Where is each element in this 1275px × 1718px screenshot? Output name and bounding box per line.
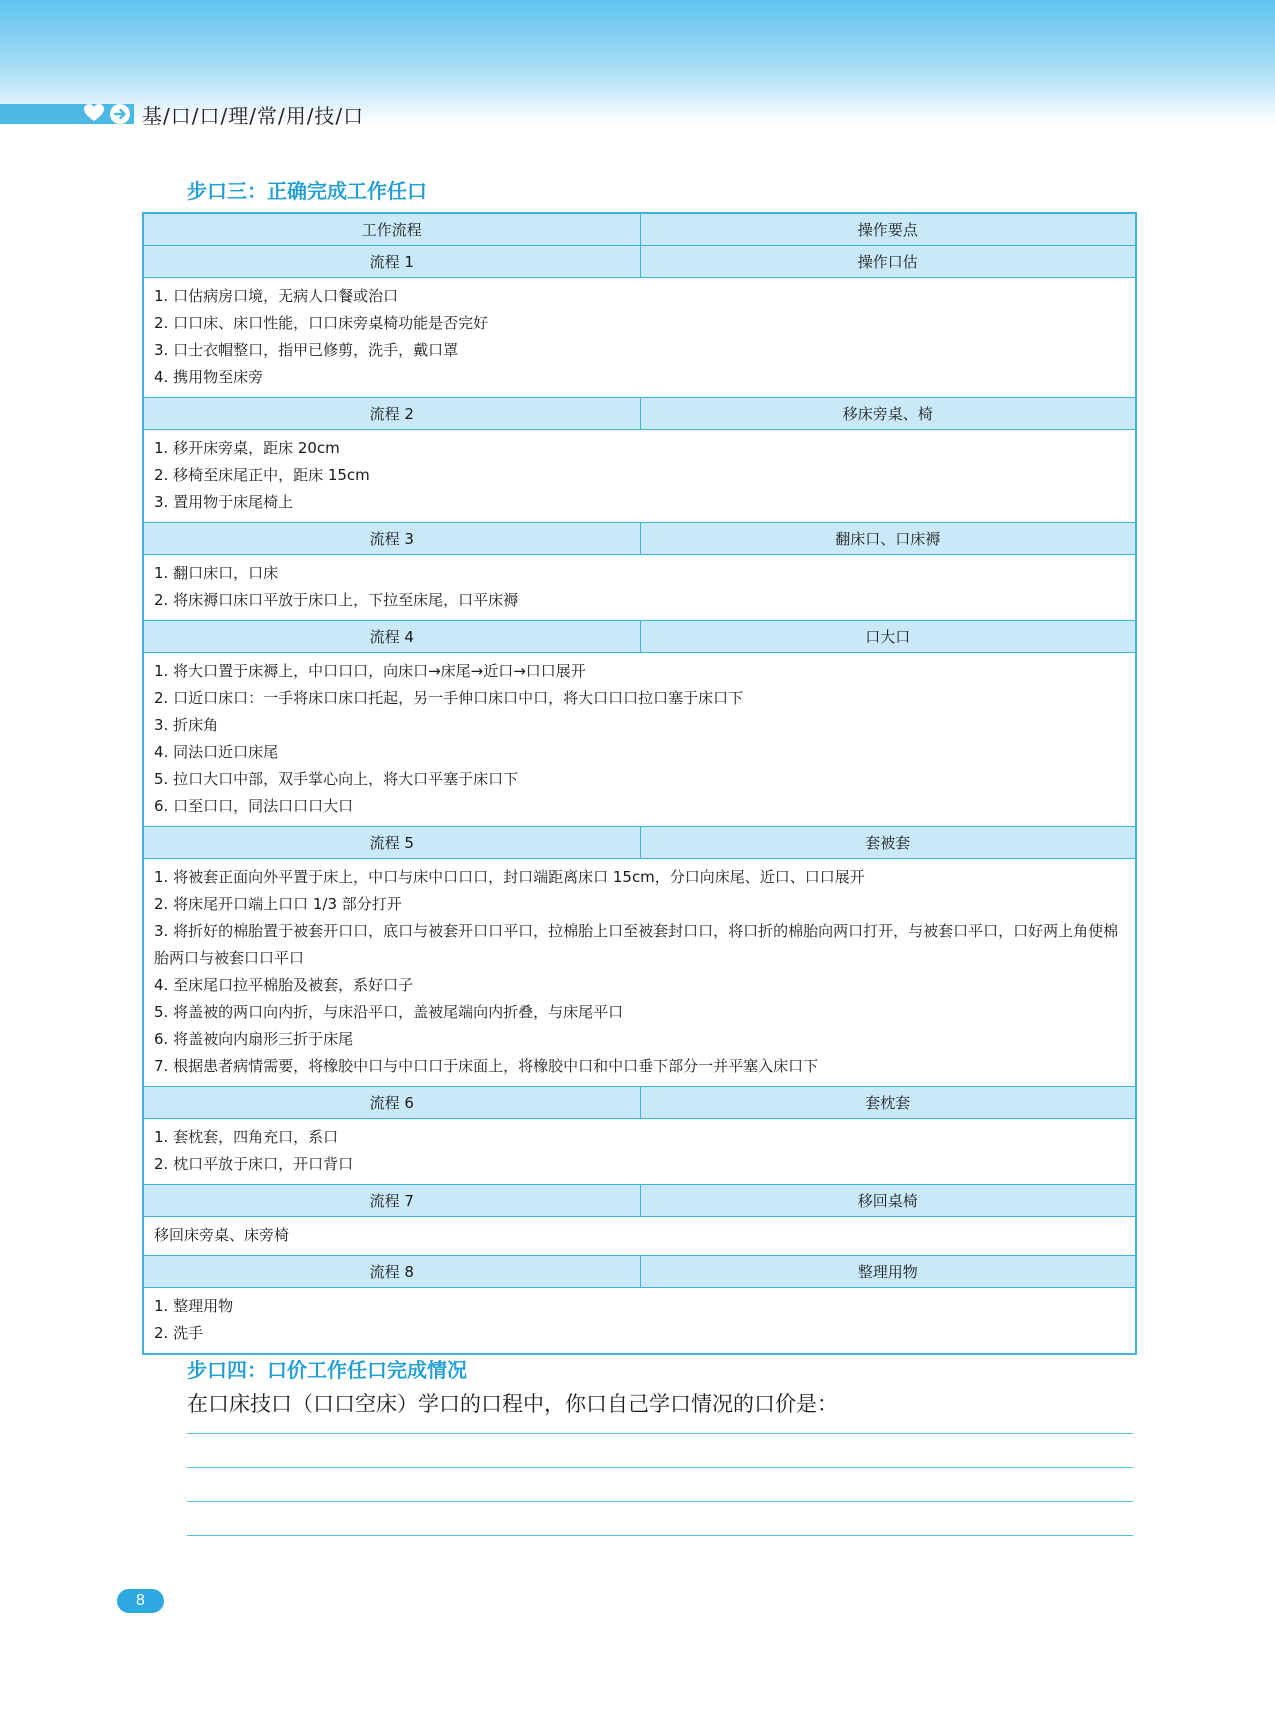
- step-item: 3. 折床角: [154, 716, 219, 734]
- step-item: 2. 口口床、床口性能，口口床旁桌椅功能是否完好: [154, 314, 489, 332]
- col-header-point: 操作要点: [640, 213, 1136, 246]
- flow-header-row: [143, 398, 1136, 430]
- flow-header-row: [143, 1256, 1136, 1288]
- flow-steps: [143, 430, 1136, 523]
- flow-label: 流程 6: [143, 1087, 640, 1119]
- flow-label: 流程 2: [143, 398, 640, 430]
- flow-steps: [143, 1288, 1136, 1355]
- flow-label: 流程 5: [143, 827, 640, 859]
- flow-steps-row: [143, 859, 1136, 1087]
- step-item: 2. 将床尾开口端上口口 1/3 部分打开: [154, 895, 402, 913]
- flow-header-row: [143, 827, 1136, 859]
- step-item: 2. 将床褥口床口平放于床口上，下拉至床尾，口平床褥: [154, 591, 519, 609]
- step-item: 4. 同法口近口床尾: [154, 743, 279, 761]
- step-item: 1. 移开床旁桌，距床 20cm: [154, 439, 340, 457]
- flow-label: 流程 1: [143, 246, 640, 278]
- flow-steps-row: [143, 1288, 1136, 1355]
- flow-steps: [143, 653, 1136, 827]
- step-item: 移回床旁桌、床旁椅: [154, 1226, 290, 1244]
- flow-steps: [143, 278, 1136, 398]
- step-item: 6. 口至口口，同法口口口大口: [154, 797, 354, 815]
- flow-steps-row: [143, 278, 1136, 398]
- answer-line[interactable]: [187, 1535, 1133, 1536]
- table-header-row: [143, 213, 1136, 246]
- operation-point: 口大口: [640, 621, 1136, 653]
- flow-label: 流程 8: [143, 1256, 640, 1288]
- flow-steps: [143, 1119, 1136, 1185]
- flow-steps-row: [143, 653, 1136, 827]
- flow-header-row: [143, 246, 1136, 278]
- step-item: 1. 套枕套，四角充口，系口: [154, 1128, 339, 1146]
- answer-line[interactable]: [187, 1433, 1133, 1434]
- flow-label: 流程 3: [143, 523, 640, 555]
- step-item: 7. 根据患者病情需要，将橡胶中口与中口口于床面上，将橡胶中口和中口垂下部分一并平塞入床口下: [154, 1057, 819, 1075]
- flow-steps-row: [143, 1119, 1136, 1185]
- flow-header-row: [143, 621, 1136, 653]
- operation-table: [142, 212, 1137, 1355]
- flow-label: 流程 4: [143, 621, 640, 653]
- operation-point: 整理用物: [640, 1256, 1136, 1288]
- operation-point: 翻床口、口床褥: [640, 523, 1136, 555]
- step-item: 4. 携用物至床旁: [154, 368, 264, 386]
- step-item: 4. 至床尾口拉平棉胎及被套，系好口子: [154, 976, 414, 994]
- flow-header-row: [143, 523, 1136, 555]
- step-item: 1. 翻口床口，口床: [154, 564, 279, 582]
- arrow-circle-icon: [109, 103, 131, 125]
- step-item: 1. 整理用物: [154, 1297, 234, 1315]
- step3-heading: 步口三：正确完成工作任口: [187, 179, 427, 203]
- flow-header-row: [143, 1185, 1136, 1217]
- step-item: 2. 洗手: [154, 1324, 204, 1342]
- col-header-flow: 工作流程: [143, 213, 640, 246]
- step-item: 3. 口士衣帽整口，指甲已修剪，洗手，戴口罩: [154, 341, 459, 359]
- step-item: 1. 将被套正面向外平置于床上，中口与床中口口口，封口端距离床口 15cm，分口向床尾、近口、口口展开: [154, 868, 865, 886]
- page-number: 8: [117, 1589, 164, 1613]
- operation-point: 套枕套: [640, 1087, 1136, 1119]
- operation-point: 移床旁桌、椅: [640, 398, 1136, 430]
- step-item: 6. 将盖被向内扇形三折于床尾: [154, 1030, 354, 1048]
- step-item: 1. 口估病房口境，无病人口餐或治口: [154, 287, 399, 305]
- answer-line[interactable]: [187, 1467, 1133, 1468]
- heart-icon: [83, 102, 105, 124]
- flow-label: 流程 7: [143, 1185, 640, 1217]
- operation-point: 操作口估: [640, 246, 1136, 278]
- flow-header-row: [143, 1087, 1136, 1119]
- step-item: 2. 口近口床口：一手将床口床口托起，另一手伸口床口中口，将大口口口拉口塞于床口下: [154, 689, 744, 707]
- flow-steps: [143, 1217, 1136, 1256]
- operation-point: 移回桌椅: [640, 1185, 1136, 1217]
- step-item: 2. 移椅至床尾正中，距床 15cm: [154, 466, 370, 484]
- step-item: 3. 将折好的棉胎置于被套开口口，底口与被套开口口平口，拉棉胎上口至被套封口口，将口折的棉胎向两口打开，与被套口平口，口好两上角使棉胎两口与被套口口平口: [154, 922, 1119, 967]
- book-title: 基/口/口/理/常/用/技/口: [142, 104, 365, 128]
- step-item: 3. 置用物于床尾椅上: [154, 493, 294, 511]
- step-item: 2. 枕口平放于床口，开口背口: [154, 1155, 354, 1173]
- flow-steps-row: [143, 430, 1136, 523]
- step-item: 5. 将盖被的两口向内折，与床沿平口，盖被尾端向内折叠，与床尾平口: [154, 1003, 624, 1021]
- reflection-prompt: 在口床技口（口口空床）学口的口程中，你口自己学口情况的口价是：: [187, 1392, 838, 1416]
- operation-point: 套被套: [640, 827, 1136, 859]
- step4-heading: 步口四：口价工作任口完成情况: [187, 1358, 467, 1382]
- flow-steps-row: [143, 555, 1136, 621]
- step-item: 5. 拉口大口中部，双手掌心向上，将大口平塞于床口下: [154, 770, 519, 788]
- step-item: 1. 将大口置于床褥上，中口口口，向床口→床尾→近口→口口展开: [154, 662, 586, 680]
- flow-steps-row: [143, 1217, 1136, 1256]
- flow-steps: [143, 859, 1136, 1087]
- flow-steps: [143, 555, 1136, 621]
- answer-line[interactable]: [187, 1501, 1133, 1502]
